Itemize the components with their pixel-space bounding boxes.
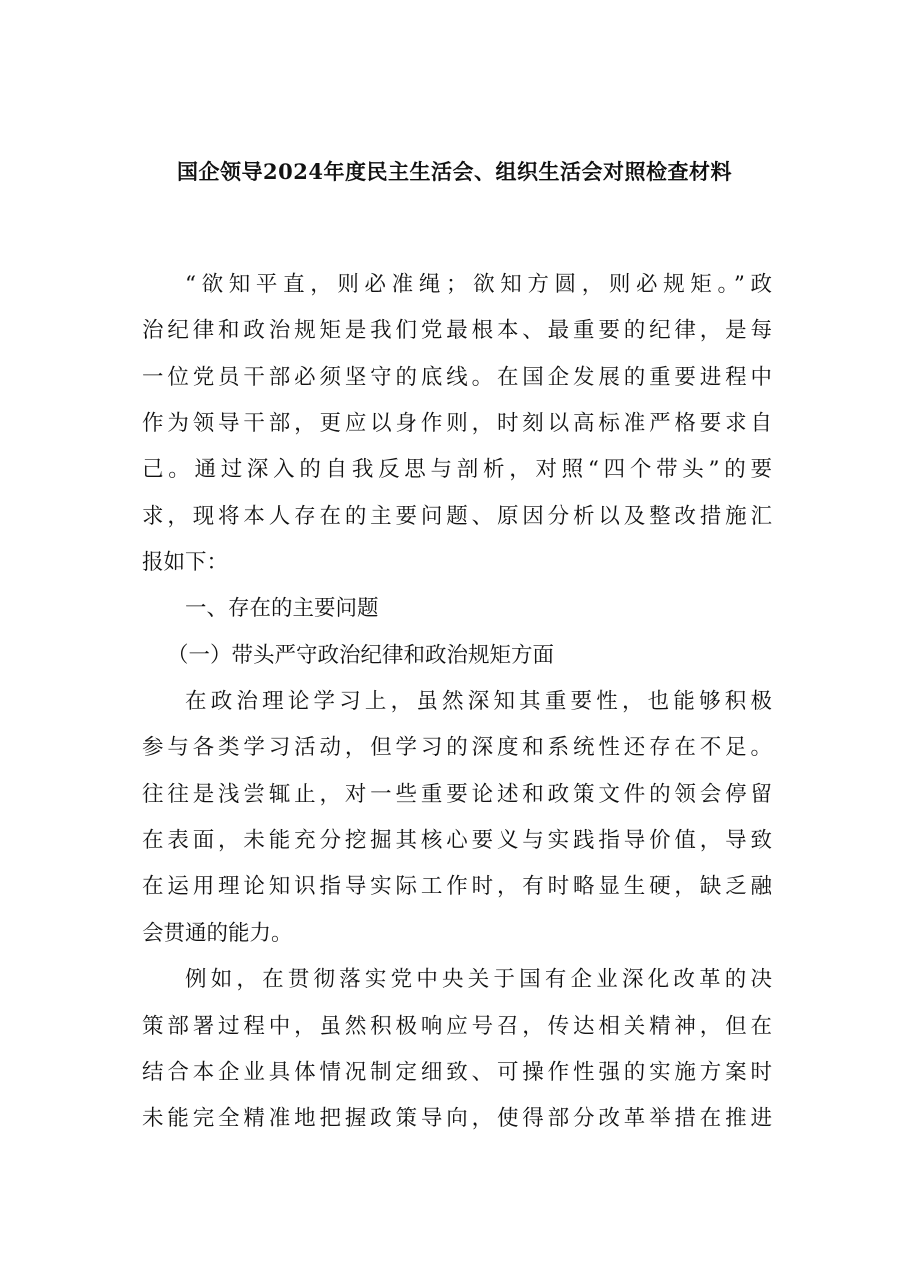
document-body bbox=[142, 262, 772, 1143]
body-line: 会贯通的能力。 bbox=[142, 920, 293, 946]
body-line: 例如，在贯彻落实党中央关于国有企业深化改革的决 bbox=[185, 967, 772, 993]
body-line: 一位党员干部必须坚守的底线。在国企发展的重要进程中 bbox=[142, 364, 772, 390]
body-line: “欲知平直，则必准绳；欲知方圆，则必规矩。”政 bbox=[185, 272, 772, 297]
body-line: 往往是浅尝辄止，对一些重要论述和政策文件的领会停留 bbox=[142, 781, 772, 807]
body-line: 结合本企业具体情况制定细致、可操作性强的实施方案时 bbox=[142, 1059, 772, 1085]
document-title: 国企领导2024年度民主生活会、组织生活会对照检查材料 bbox=[177, 159, 732, 184]
body-line: 在政治理论学习上，虽然深知其重要性，也能够积极 bbox=[185, 689, 772, 715]
body-line: 报如下： bbox=[142, 550, 229, 576]
body-line: 参与各类学习活动，但学习的深度和系统性还存在不足。 bbox=[142, 735, 772, 761]
section-heading: 一、存在的主要问题 bbox=[185, 596, 379, 622]
subsection-heading: （一）带头严守政治纪律和政治规矩方面 bbox=[167, 642, 555, 668]
body-line: 在运用理论知识指导实际工作时，有时略显生硬，缺乏融 bbox=[142, 874, 772, 900]
body-line: 求，现将本人存在的主要问题、原因分析以及整改措施汇 bbox=[142, 503, 772, 529]
body-line: 未能完全精准地把握政策导向，使得部分改革举措在推进 bbox=[142, 1106, 772, 1132]
body-line: 策部署过程中，虽然积极响应号召，传达相关精神，但在 bbox=[142, 1013, 772, 1039]
body-line: 作为领导干部，更应以身作则，时刻以高标准严格要求自 bbox=[142, 411, 772, 437]
body-line: 治纪律和政治规矩是我们党最根本、最重要的纪律，是每 bbox=[142, 318, 772, 344]
body-line: 己。通过深入的自我反思与剖析，对照“四个带头”的要 bbox=[142, 457, 772, 483]
body-line: 在表面，未能充分挖掘其核心要义与实践指导价值，导致 bbox=[142, 828, 772, 854]
